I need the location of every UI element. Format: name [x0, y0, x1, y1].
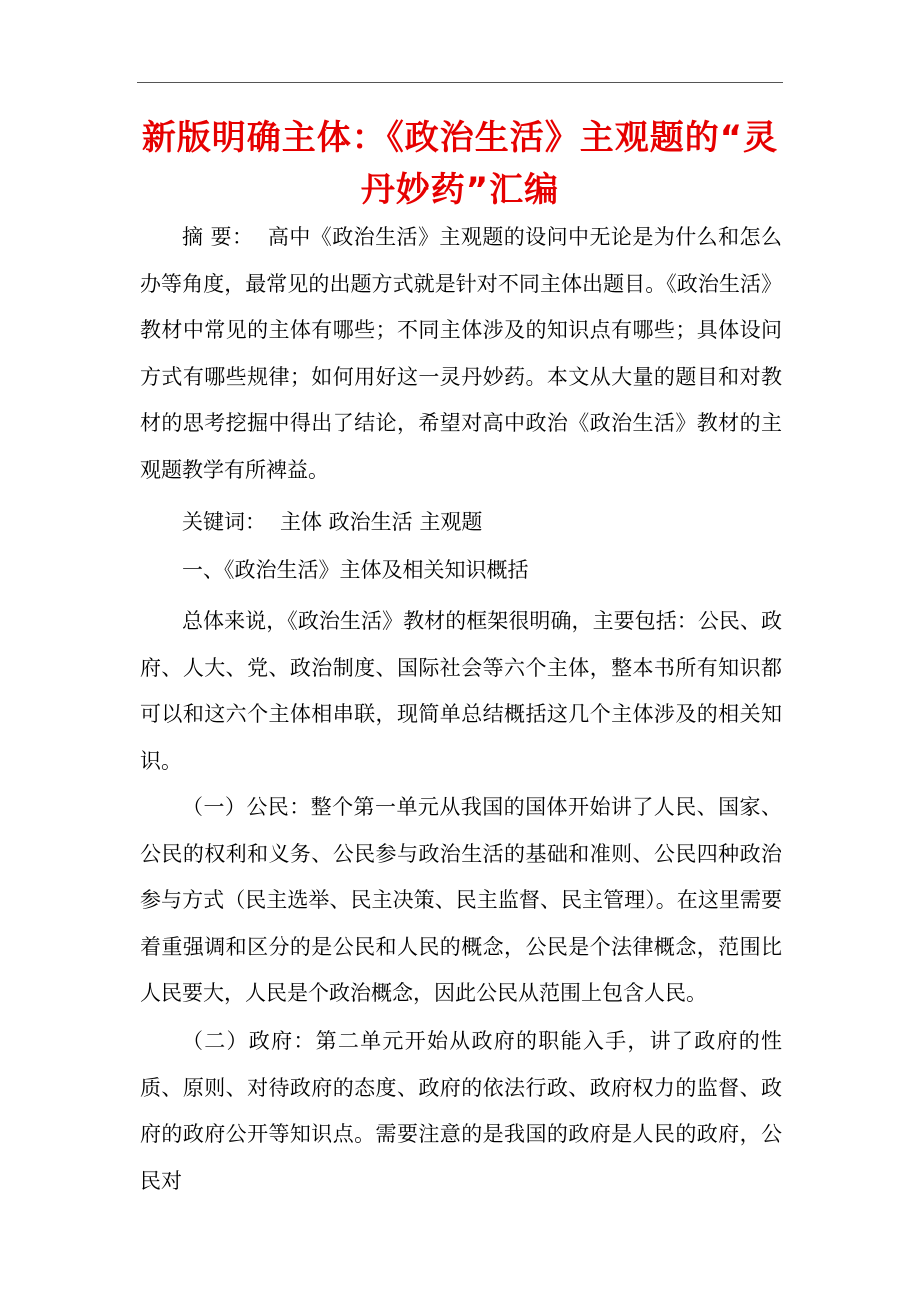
abstract-label: 摘 要：	[182, 225, 254, 249]
keywords-line	[140, 499, 782, 546]
paragraph-government: （二）政府：第二单元开始从政府的职能入手，讲了政府的性质、原则、对待政府的态度、政府的依法行政、政府权力的监督、政府的政府公开等知识点。需要注意的是我国的政府是人民的政府，公民对	[140, 1029, 782, 1193]
paragraph-citizen: （一）公民：整个第一单元从我国的国体开始讲了人民、国家、公民的权利和义务、公民参与政治生活的基础和准则、公民四种政治参与方式（民主选举、民主决策、民主监督、民主管理）。在这里需要着重强调和区分的是公民和人民的概念，公民是个法律概念，范围比人民要大，人民是个政治概念，因此公民从范围上包含人民。	[140, 795, 782, 1005]
section-heading: 一、《政治生活》主体及相关知识概括	[182, 558, 529, 582]
keywords-label: 关键词：	[182, 510, 266, 534]
keywords-text: 主体 政治生活 主观题	[280, 510, 483, 534]
abstract-text: 高中《政治生活》主观题的设问中无论是为什么和怎么办等角度，最常见的出题方式就是针对不同主体出题目。《政治生活》教材中常见的主体有哪些；不同主体涉及的知识点有哪些；具体设问方式有哪些规律；如何用好这一灵丹妙药。本文从大量的题目和对教材的思考挖掘中得出了结论，希望对高中政治《政治生活》教材的主观题教学有所裨益。	[140, 225, 782, 482]
document-title: 新版明确主体：《政治生活》主观题的“灵丹妙药”汇编	[141, 118, 779, 210]
header-rule	[137, 82, 783, 83]
paragraph-overview: 总体来说，《政治生活》教材的框架很明确，主要包括：公民、政府、人大、党、政治制度、国际社会等六个主体，整本书所有知识都可以和这六个主体相串联，现简单总结概括这几个主体涉及的相关知识。	[140, 609, 782, 773]
abstract-paragraph	[140, 214, 782, 493]
